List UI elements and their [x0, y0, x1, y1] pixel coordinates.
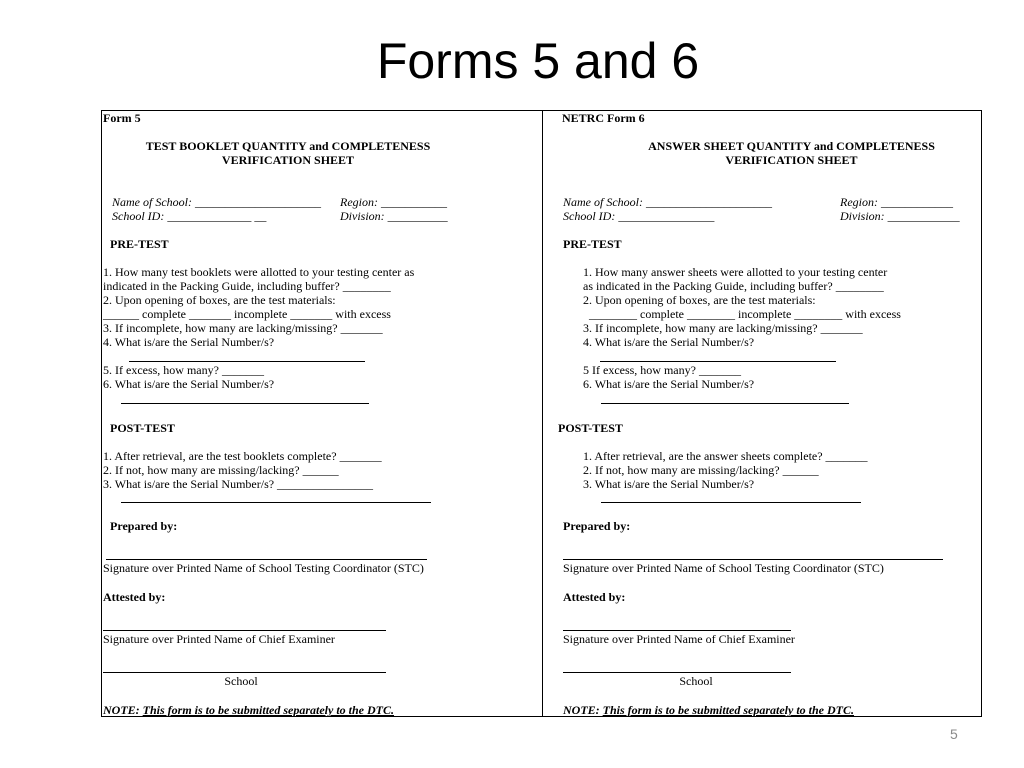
form5-note-text: This form is to be submitted separately to the DTC.	[142, 703, 395, 717]
form6-stc-signature-line	[563, 559, 943, 560]
form6-pre-item: 4. What is/are the Serial Number/s?	[583, 335, 755, 349]
form5-pre-item: indicated in the Packing Guide, including buffer? ________	[103, 279, 391, 293]
form6-attested-by-label: Attested by:	[563, 590, 626, 604]
form5-heading-line1: TEST BOOKLET QUANTITY and COMPLETENESS	[145, 139, 431, 153]
form6-pre-item: 1. How many answer sheets were allotted to your testing center	[583, 265, 888, 279]
form5-stc-signature-caption: Signature over Printed Name of School Testing Coordinator (STC)	[103, 561, 424, 575]
form5-ce-signature-caption: Signature over Printed Name of Chief Examiner	[103, 632, 335, 646]
form5-ce-signature-line	[103, 630, 386, 631]
column-divider	[542, 110, 543, 717]
form6-school-line	[563, 672, 791, 673]
form5-pre-item: 1. How many test booklets were allotted to your testing center as	[103, 265, 415, 279]
form6-note	[563, 703, 854, 717]
form6-serial-blank-line	[601, 502, 861, 503]
form5-post-item: 1. After retrieval, are the test booklets complete? _______	[103, 449, 382, 463]
form6-post-item: 2. If not, how many are missing/lacking? ______	[583, 463, 819, 477]
form6-post-item: 3. What is/are the Serial Number/s?	[583, 477, 755, 491]
form5-school-name-field: Name of School: _____________________	[112, 195, 321, 209]
form5-region-field: Region: ___________	[340, 195, 447, 209]
form5-pre-item: 4. What is/are the Serial Number/s?	[103, 335, 275, 349]
form6-heading-line1: ANSWER SHEET QUANTITY and COMPLETENESS	[648, 139, 935, 153]
form5-attested-by-label: Attested by:	[103, 590, 166, 604]
form5-school-id-field: School ID: ______________ __	[112, 209, 267, 223]
form5-stc-signature-line	[106, 559, 427, 560]
form6-school-id-field: School ID: ________________	[563, 209, 715, 223]
form5-pretest-label: PRE-TEST	[110, 237, 169, 251]
form6-note-text: This form is to be submitted separately to the DTC.	[602, 703, 855, 717]
form6-division-field: Division: ____________	[840, 209, 960, 223]
form6-pretest-label: PRE-TEST	[563, 237, 622, 251]
form5-school-caption: School	[224, 674, 258, 688]
form6-pre-item: 6. What is/are the Serial Number/s?	[583, 377, 755, 391]
form5-posttest-label: POST-TEST	[110, 421, 175, 435]
form5-school-line	[103, 672, 386, 673]
form5-note-prefix: NOTE:	[103, 703, 140, 717]
form6-pre-item: 2. Upon opening of boxes, are the test materials:	[583, 293, 816, 307]
form6-stc-signature-caption: Signature over Printed Name of School Testing Coordinator (STC)	[563, 561, 884, 575]
form5-pre-item: 5. If excess, how many? _______	[103, 363, 264, 377]
form6-serial-blank-line	[601, 403, 849, 404]
form6-pre-item: ________ complete ________ incomplete ________ with excess	[589, 307, 901, 321]
form6-heading-line2: VERIFICATION SHEET	[725, 153, 858, 167]
slide-title: Forms 5 and 6	[376, 33, 700, 89]
form6-ce-signature-caption: Signature over Printed Name of Chief Examiner	[563, 632, 795, 646]
form6-serial-blank-line	[600, 361, 836, 362]
form5-label: Form 5	[103, 111, 141, 125]
form5-note	[103, 703, 394, 717]
form5-prepared-by-label: Prepared by:	[110, 519, 178, 533]
form6-region-field: Region: ____________	[840, 195, 953, 209]
form6-ce-signature-line	[563, 630, 791, 631]
form6-label: NETRC Form 6	[562, 111, 645, 125]
form5-post-item: 2. If not, how many are missing/lacking? ______	[103, 463, 339, 477]
form6-pre-item: 3. If incomplete, how many are lacking/missing? _______	[583, 321, 863, 335]
form5-serial-blank-line	[129, 361, 365, 362]
form6-school-caption: School	[679, 674, 713, 688]
form6-pre-item: as indicated in the Packing Guide, including buffer? ________	[583, 279, 884, 293]
form6-prepared-by-label: Prepared by:	[563, 519, 631, 533]
form5-serial-blank-line	[121, 502, 431, 503]
form5-post-item: 3. What is/are the Serial Number/s? ________________	[103, 477, 374, 491]
form5-pre-item: 6. What is/are the Serial Number/s?	[103, 377, 275, 391]
form6-school-name-field: Name of School: _____________________	[563, 195, 772, 209]
form6-note-prefix: NOTE:	[563, 703, 600, 717]
form5-pre-item: 2. Upon opening of boxes, are the test materials:	[103, 293, 336, 307]
form6-pre-item: 5 If excess, how many? _______	[583, 363, 741, 377]
form5-serial-blank-line	[121, 403, 369, 404]
form5-division-field: Division: __________	[340, 209, 448, 223]
form6-posttest-label: POST-TEST	[558, 421, 623, 435]
form6-post-item: 1. After retrieval, are the answer sheets complete? _______	[583, 449, 868, 463]
form5-pre-item: 3. If incomplete, how many are lacking/missing? _______	[103, 321, 383, 335]
form5-heading-line2: VERIFICATION SHEET	[221, 153, 355, 167]
form5-pre-item: ______ complete _______ incomplete _______ with excess	[103, 307, 391, 321]
page-number: 5	[950, 726, 958, 742]
